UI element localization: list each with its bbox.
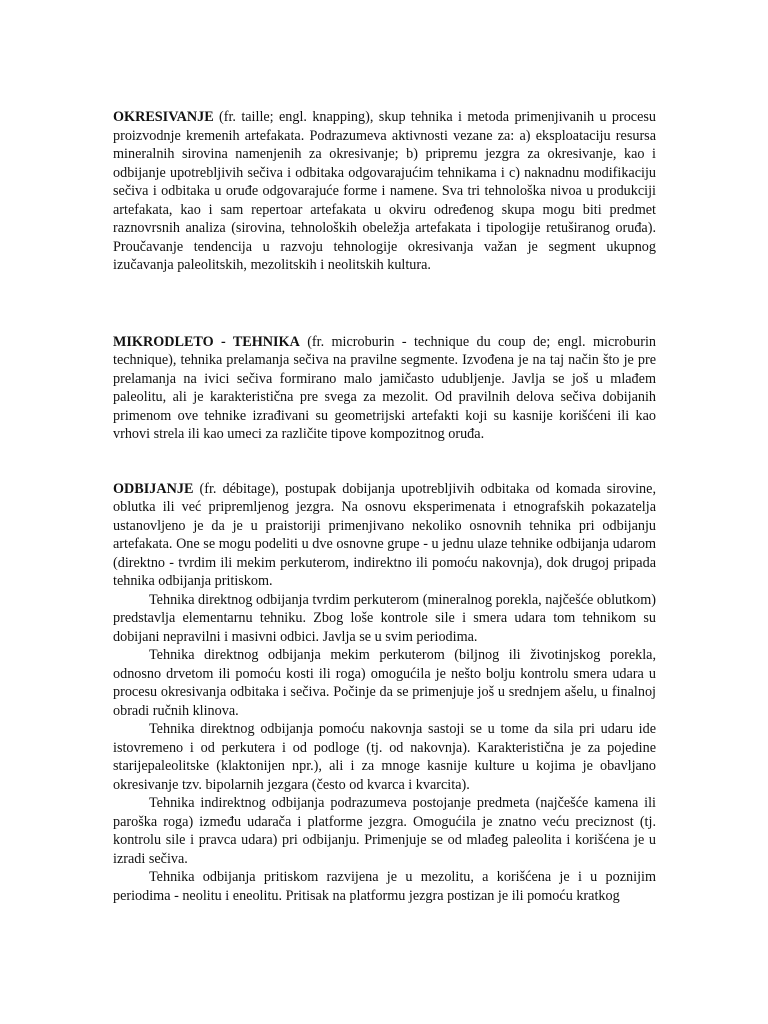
entry-mikrodleto-tehnika	[113, 333, 656, 444]
entry-text: (fr. taille; engl. knapping), skup tehnika i metoda primenjivanih u procesu proizvodnje kremenih artefakata. Podrazumeva aktivnosti vezane za: a) eksploataciju resursa mineralnih sirovina namenjenih za okresivanje; b) pripremu jezgra za okresivanje, kao i odbijanje upotrebljivih sečiva i odbitaka odgovarajućim tehnikama i c) naknadnu modifikaciju sečiva i odbitaka u oruđe odgovarajuće forme i namene. Sva tri tehnološka nivoa u produkciji artefakata, kao i sam repertoar artefakata u okviru određenog skupa mogu biti predmet raznovrsnih analiza (sirovina, tehnoloških obeležja artefakata i tipologije retuširanog oruđa). Proučavanje tendencija u razvoju tehnologije okresivanja važan je segment ukupnog izučavanja paleolitskih, mezolitskih i neolitskih kultura.	[113, 109, 656, 273]
entry-term: OKRESIVANJE	[113, 109, 214, 125]
entry-paragraph	[113, 480, 656, 591]
entry-okresivanje	[113, 108, 656, 275]
entry-paragraph-meki-perkuter: Tehnika direktnog odbijanja mekim perkuterom (biljnog ili životinjskog porekla, odnosno drvetom ili pomoću kosti ili roga) omogućila je nešto bolju kontrolu smera udara u procesu okresivanja odbitaka i sečiva. Počinje da se primenjuje još u srednjem ašelu, u finalnoj obradi ručnih klinova.	[113, 647, 656, 719]
entry-paragraph-nakovanj: Tehnika direktnog odbijanja pomoću nakovnja sastoji se u tome da sila pri udaru ide istovremeno i od perkutera i od podloge (tj. od nakovnja). Karakteristična je za pojedine starijepaleolitske (klaktonijen npr.), ali i za mnoge kasnije kulture u kojima je obavljano okresivanje tzv. bipolarnih jezgara (često od kvarca i kvarcita).	[113, 721, 656, 793]
entry-paragraph-tvrdi-perkuter: Tehnika direktnog odbijanja tvrdim perkuterom (mineralnog porekla, najčešće oblutkom) predstavlja elementarnu tehniku. Zbog loše kontrole sile i smera udara tom tehnikom su dobijani nepravilni i masivni odbici. Javlja se u svim periodima.	[113, 591, 656, 645]
entry-text: (fr. microburin - technique du coup de; engl. microburin technique), tehnika prelamanja sečiva na pravilne segmente. Izvođena je na taj način što je pre prelamanja na ivici sečiva formirano malo jamičasto udubljenje. Javlja se još u mlađem paleolitu, ali je karakteristična pre svega za mezolit. Od pravilnih delova sečiva dobijanih primenom ove tehnike izrađivani su geometrijski artefakti koji su kasnije korišćeni ili kao vrhovi strela ili kao umeci za različite tipove kompozitnog oruđa.	[113, 333, 657, 442]
entry-paragraph	[113, 108, 656, 275]
entry-term: MIKRODLETO - TEHNIKA	[113, 333, 300, 350]
entry-odbijanje	[113, 480, 656, 906]
entry-text: (fr. débitage), postupak dobijanja upotrebljivih odbitaka od komada sirovine, oblutka ili već pripremljenog jezgra. Na osnovu eksperimenata i etnografskih pokazatelja ustanovljeno je da je u praistoriji primenjivano nekoliko osnovnih tehnika pri odbijanju artefakata. One se mogu podeliti u dve osnovne grupe - u jednu ulaze tehnike odbijanja udarom (direktno - tvrdim ili mekim perkuterom, indirektno ili pomoću nakovnja), dok drugoj pripada tehnika odbijanja pritiskom.	[113, 480, 656, 589]
entry-paragraph	[113, 333, 656, 444]
entry-paragraph-indirektno: Tehnika indirektnog odbijanja podrazumeva postojanje predmeta (najčešće kamena ili paroška roga) između udarača i platforme jezgra. Omogućila je znatno veću preciznost (tj. kontrolu sile i pravca udara) pri odbijanju. Primenjuje se od mlađeg paleolita i korišćena je u izradi sečiva.	[113, 795, 656, 867]
entry-term: ODBIJANJE	[113, 480, 194, 497]
entry-paragraph-pritisak: Tehnika odbijanja pritiskom razvijena je u mezolitu, a korišćena je i u poznijim periodima - neolitu i eneolitu. Pritisak na platformu jezgra postizan je ili pomoću kratkog	[113, 869, 656, 904]
document-page	[113, 108, 656, 905]
